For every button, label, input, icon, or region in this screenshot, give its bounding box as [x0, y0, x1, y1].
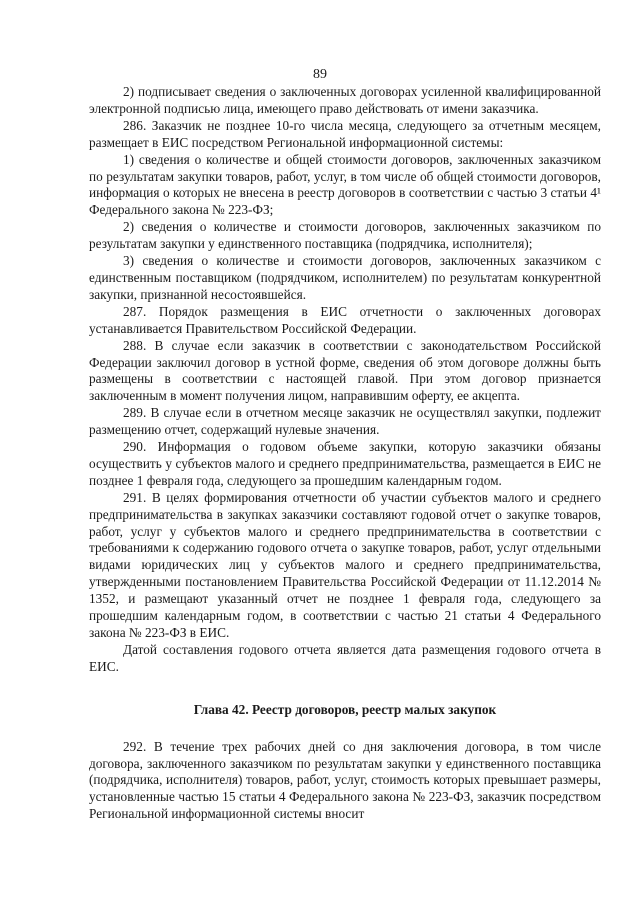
- paragraph-report-date: Датой составления годового отчета является дата размещения годового отчета в ЕИС.: [89, 641, 601, 674]
- paragraph-286: 286. Заказчик не позднее 10-го числа месяца, следующего за отчетным месяцем, размещает в ЕИС посредством Региональной информационной системы:: [89, 117, 601, 150]
- document-body: [89, 84, 601, 823]
- paragraph-286-item-3: 3) сведения о количестве и стоимости договоров, заключенных заказчиком с единственным поставщиком (подрядчиком, исполнителем) по результатам конкурентной закупки, признанной несостоявшейся.: [89, 253, 601, 302]
- paragraph-286-item-1: 1) сведения о количестве и общей стоимости договоров, заключенных заказчиком по результатам закупки товаров, работ, услуг, в том числе об общей стоимости договоров, информация о которых не внесена в реестр договоров в соответствии с частью 3 статьи 4¹ Федерального закона № 223-ФЗ;: [89, 151, 601, 218]
- paragraph-289: 289. В случае если в отчетном месяце заказчик не осуществлял закупки, подлежит размещению отчет, содержащий нулевые значения.: [89, 405, 601, 438]
- paragraph-item-2-signature: 2) подписывает сведения о заключенных договорах усиленной квалифицированной электронной подписью лица, имеющего право действовать от имени заказчика.: [89, 84, 601, 116]
- paragraph-291: 291. В целях формирования отчетности об участии субъектов малого и среднего предпринимательства в закупках заказчики составляют годовой отчет о закупке товаров, работ, услуг у субъектов малого и среднего предпринимательства в соответствии с требованиями к содержанию годового отчета о закупке товаров, работ, услуг отдельными видами юридических лиц у субъектов малого и среднего предпринимательства, утвержденными постановлением Правительства Российской Федерации от 11.12.2014 № 1352, и размещают указанный отчет не позднее 1 февраля года, следующего за прошедшим календарным годом, в соответствии с частью 21 статьи 4 Федерального закона № 223-ФЗ в ЕИС.: [89, 489, 601, 640]
- paragraph-290: 290. Информация о годовом объеме закупки, которую заказчики обязаны осуществить у субъектов малого и среднего предпринимательства, размещается в ЕИС не позднее 1 февраля года, следующего за прошедшим календарным годом.: [89, 439, 601, 488]
- paragraph-288: 288. В случае если заказчик в соответствии с законодательством Российской Федерации заключил договор в устной форме, сведения об этом договоре должны быть размещены в соответствии с настоящей главой. При этом договор признается заключенным в момент получения лицом, направившим оферту, ее акцепта.: [89, 337, 601, 404]
- paragraph-286-item-2: 2) сведения о количестве и стоимости договоров, заключенных заказчиком по результатам закупки у единственного поставщика (подрядчика, исполнителя);: [89, 219, 601, 252]
- chapter-heading: Глава 42. Реестр договоров, реестр малых закупок: [193, 701, 497, 717]
- paragraph-287: 287. Порядок размещения в ЕИС отчетности о заключенных договорах устанавливается Правительством Российской Федерации.: [89, 303, 601, 336]
- page-number: 89: [313, 67, 327, 82]
- paragraph-292: 292. В течение трех рабочих дней со дня заключения договора, в том числе договора, заключенного заказчиком по результатам закупки у единственного поставщика (подрядчика, исполнителя) товаров, работ, услуг, стоимость которых превышает размеры, установленные частью 15 статьи 4 Федерального закона № 223-ФЗ, заказчик посредством Региональной информационной системы вносит: [89, 738, 601, 822]
